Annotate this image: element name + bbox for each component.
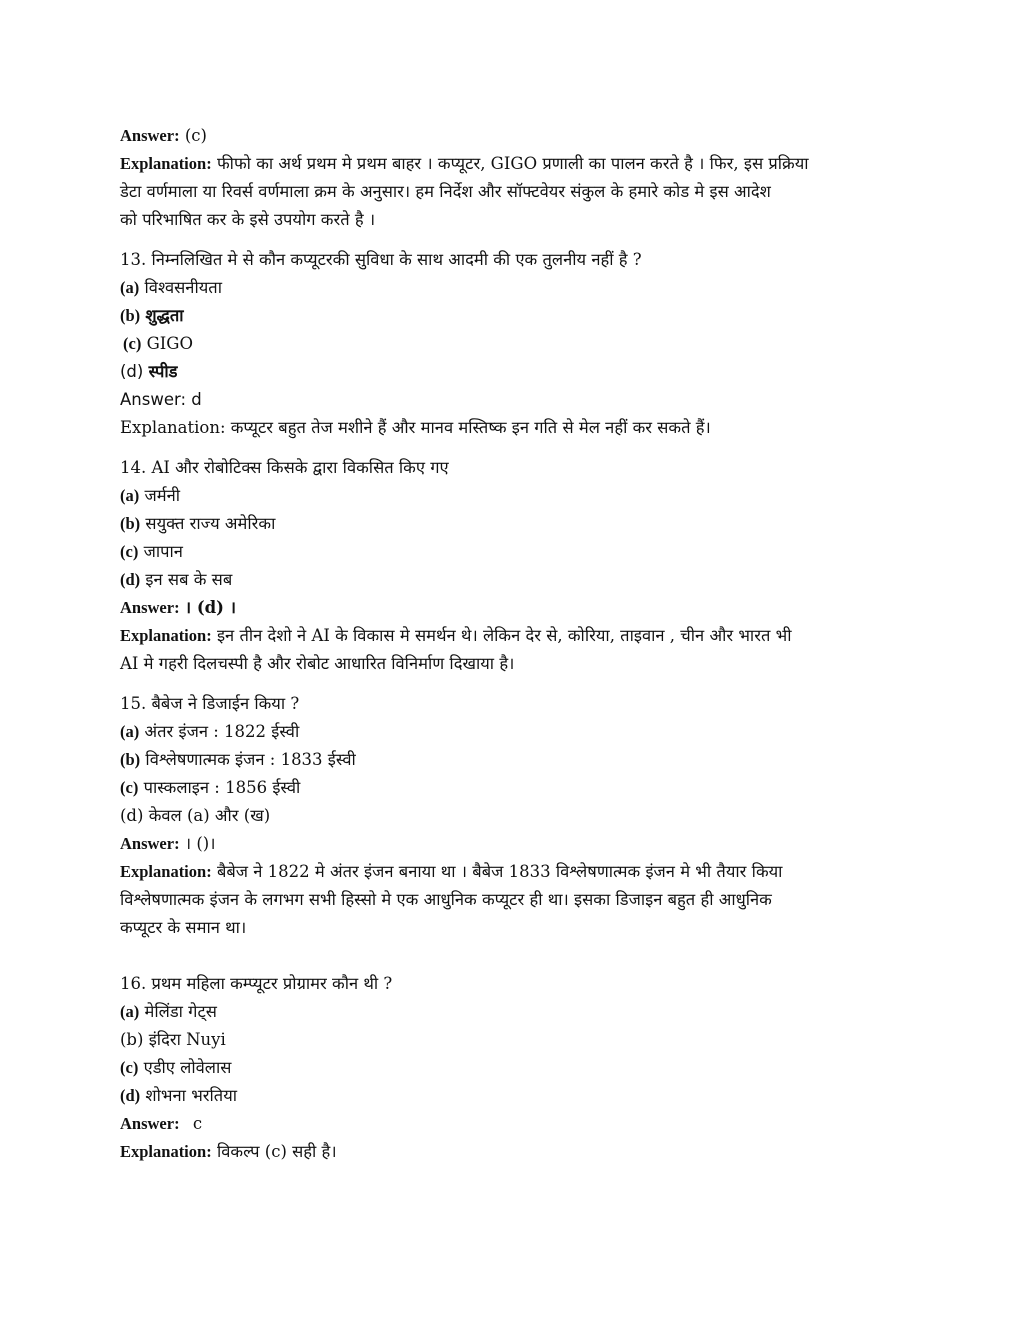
option-text: मेलिंडा गेट्स [144,1002,217,1021]
option-label: (b) [120,750,141,769]
option-label: (a) [120,486,140,505]
answer-line-16 [120,1110,900,1138]
option-16-d [120,1082,900,1110]
answer-line-12 [120,122,900,150]
option-14-d [120,566,900,594]
option-text: स्पीड [148,362,178,381]
question-13: 13. निम्नलिखित मे से कौन कप्यूटरकी सुविधा के साथ आदमी की एक तुलनीय नहीं है ? [120,250,642,269]
explanation-line-14-2: AI मे गहरी दिलचस्पी है और रोबोट आधारित विनिर्माण दिखाया है। [120,654,515,673]
explanation-line-15-2: विश्लेषणात्मक इंजन के लगभग सभी हिस्सो मे एक आधुनिक कप्यूटर ही था। इसका डिजाइन बहुत ही आधुनिक [120,890,772,909]
option-13-c [120,330,900,358]
answer-value: । ()। [184,834,216,853]
explanation-line-14-1 [120,622,900,650]
option-13-a [120,274,900,302]
option-13-d [120,358,900,386]
option-text: शुद्धता [145,306,184,325]
option-13-b [120,302,900,330]
option-text: सयुक्त राज्य अमेरिका [145,514,276,533]
option-label: (c) [120,542,139,561]
option-text: पास्कलाइन : 1856 ईस्वी [143,778,301,797]
option-16-c [120,1054,900,1082]
explanation-text: विकल्प (c) सही है। [216,1142,337,1161]
option-label: (a) [120,722,140,741]
option-label: (d) [120,806,144,825]
option-text: शोभना भरतिया [145,1086,238,1105]
option-label: (d) [120,362,144,381]
explanation-label: Explanation: [120,1142,212,1161]
answer-label: Answer: [120,1114,180,1133]
option-15-a [120,718,900,746]
question-14: 14. AI और रोबोटिक्स किसके द्वारा विकसित किए गए [120,458,449,477]
answer-label: Answer: [120,834,180,853]
answer-line-15 [120,830,900,858]
option-15-c [120,774,900,802]
option-16-b [120,1026,900,1054]
explanation-label: Explanation: [120,154,212,173]
option-15-d [120,802,900,830]
option-text: विश्लेषणात्मक इंजन : 1833 ईस्वी [145,750,356,769]
explanation-line-12-1 [120,150,900,178]
option-label: (a) [120,1002,140,1021]
option-text: इंदिरा Nuyi [148,1030,226,1049]
explanation-label: Explanation: [120,626,212,645]
explanation-line-12-3: को परिभाषित कर के इसे उपयोग करते है । [120,210,376,229]
answer-value: । (d) । [184,598,236,617]
option-text: एडीए लोवेलास [143,1058,232,1077]
answer-label: Answer: [120,598,180,617]
option-text: विश्वसनीयता [144,278,222,297]
option-label: (b) [120,306,141,325]
option-15-b [120,746,900,774]
option-text: जापान [143,542,183,561]
explanation-text: बैबेज ने 1822 मे अंतर इंजन बनाया था । बैबेज 1833 विश्लेषणात्मक इंजन मे भी तैयार किया [216,862,783,881]
option-label: (c) [120,778,139,797]
option-text: केवल (a) और (ख) [148,806,271,825]
option-label: (d) [120,1086,141,1105]
question-15: 15. बैबेज ने डिजाईन किया ? [120,694,300,713]
explanation-text: फीफो का अर्थ प्रथम मे प्रथम बाहर । कप्यूटर, GIGO प्रणाली का पालन करते है । फिर, इस प्रक्रिया [216,154,809,173]
option-text: GIGO [146,334,193,353]
answer-label: Answer: [120,126,180,145]
option-16-a [120,998,900,1026]
option-label: (c) [120,1058,139,1077]
option-label: (b) [120,1030,144,1049]
answer-line-13: Answer: d [120,390,202,409]
answer-value: (c) [184,126,207,145]
answer-value: c [192,1114,203,1133]
explanation-line-12-2: डेटा वर्णमाला या रिवर्स वर्णमाला क्रम के अनुसार। हम निर्देश और सॉफ्टवेयर संकुल के हमारे कोड मे इस आदेश [120,182,771,201]
option-14-c [120,538,900,566]
option-label: (a) [120,278,140,297]
explanation-text: इन तीन देशो ने AI के विकास मे समर्थन थे। लेकिन देर से, कोरिया, ताइवान , चीन और भारत भी [216,626,792,645]
option-text: जर्मनी [144,486,181,505]
explanation-line-16 [120,1138,900,1166]
option-text: अंतर इंजन : 1822 ईस्वी [144,722,300,741]
option-label: (d) [120,570,141,589]
option-14-b [120,510,900,538]
answer-line-14 [120,594,900,622]
document-page [120,122,900,1166]
option-label: (c) [123,334,142,353]
option-label: (b) [120,514,141,533]
explanation-line-15-3: कप्यूटर के समान था। [120,918,247,937]
explanation-line-15-1 [120,858,900,886]
explanation-label: Explanation: [120,862,212,881]
explanation-line-13: Explanation: कप्यूटर बहुत तेज मशीने हैं और मानव मस्तिष्क इन गति से मेल नहीं कर सकते हैं। [120,418,711,437]
question-16: 16. प्रथम महिला कम्प्यूटर प्रोग्रामर कौन थी ? [120,974,393,993]
option-text: इन सब के सब [145,570,233,589]
option-14-a [120,482,900,510]
